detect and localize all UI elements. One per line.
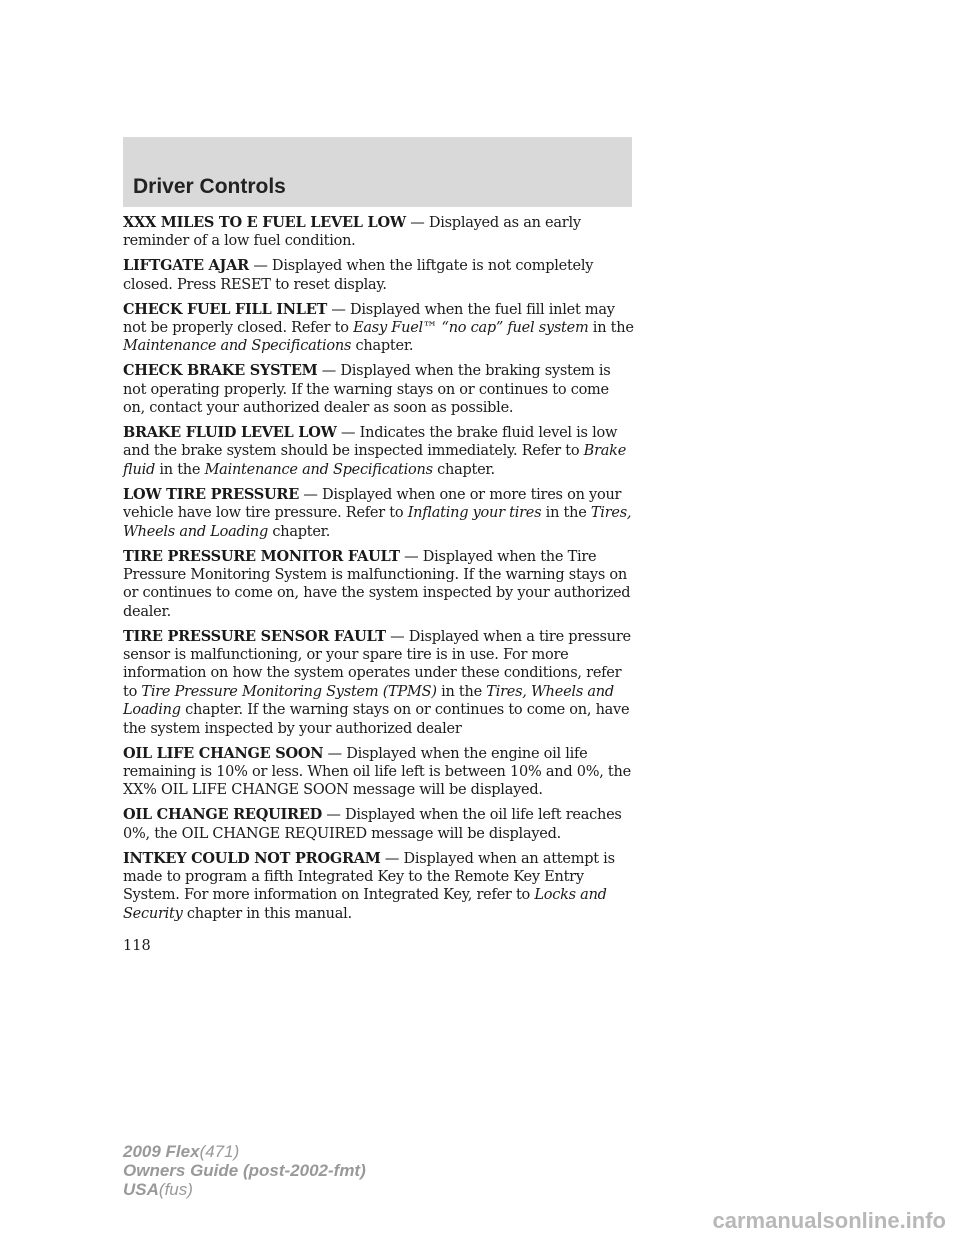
message-description: — Displayed when the engine oil life remaining is 10% or less. When oil life left is between 10% and 0%, the XX% OIL LIFE CHANGE SOON message will be displayed. <box>123 745 631 799</box>
message-term: INTKEY COULD NOT PROGRAM <box>123 849 381 867</box>
message-term: LIFTGATE AJAR <box>123 257 249 275</box>
message-entry-liftgate-ajar <box>123 257 635 294</box>
message-entry-check-brake-system <box>123 362 635 417</box>
footer-guide-name: Owners Guide (post-2002-fmt) <box>123 1161 366 1180</box>
message-term: OIL LIFE CHANGE SOON <box>123 744 324 762</box>
page-number: 118 <box>123 938 151 954</box>
message-entry-brake-fluid-level-low <box>123 424 635 479</box>
message-description: — Displayed as an early reminder of a low fuel condition. <box>123 215 581 250</box>
message-description: — Displayed when the braking system is not operating properly. If the warning stays on or continues to come on, contact your authorized dealer as soon as possible. <box>123 363 611 417</box>
message-description: — Displayed when an attempt is made to program a fifth Integrated Key to the Remote Key Entry System. For more information on Integrated Key, refer to <box>123 850 615 904</box>
message-description: chapter in this manual. <box>182 905 352 922</box>
message-entry-tire-pressure-monitor-fault <box>123 548 635 622</box>
message-description: in the <box>155 461 205 478</box>
message-term: XXX MILES TO E FUEL LEVEL LOW <box>123 214 406 231</box>
message-description: — Displayed when the fuel fill inlet may not be properly closed. Refer to <box>123 301 615 337</box>
site-watermark: carmanualsonline.info <box>712 1208 946 1233</box>
message-description: chapter. <box>432 461 495 478</box>
message-description: chapter. <box>268 523 331 540</box>
cross-reference: Easy Fuel™ “no cap” fuel system <box>353 320 589 337</box>
cross-reference-chapter: Locks and Security <box>123 887 607 922</box>
message-description: — Displayed when the liftgate is not completely closed. Press RESET to reset display. <box>123 258 594 293</box>
message-term: LOW TIRE PRESSURE <box>123 485 300 503</box>
message-term: TIRE PRESSURE SENSOR FAULT <box>123 627 386 645</box>
footer-model-code: (471) <box>199 1142 240 1161</box>
message-list <box>123 214 635 930</box>
message-term: CHECK BRAKE SYSTEM <box>123 362 318 380</box>
message-entry-oil-life-change-soon <box>123 745 635 800</box>
message-term: CHECK FUEL FILL INLET <box>123 300 328 318</box>
cross-reference: Brake fluid <box>123 443 627 478</box>
message-entry-intkey-could-not-program <box>123 850 635 924</box>
footer-market-code: (fus) <box>158 1180 193 1199</box>
message-description: — Indicates the brake fluid level is low and the brake system should be inspected immediately. Refer to <box>123 425 618 460</box>
message-description: chapter. <box>351 338 414 355</box>
chapter-header-band <box>123 137 632 207</box>
message-entry-oil-change-required <box>123 806 635 843</box>
cross-reference: Tire Pressure Monitoring System (TPMS) <box>141 683 437 700</box>
message-term: BRAKE FLUID LEVEL LOW <box>123 424 337 442</box>
footer-market: USA <box>123 1180 159 1199</box>
cross-reference-chapter: Maintenance and Specifications <box>204 461 433 478</box>
cross-reference-chapter: Tires, Wheels and Loading <box>123 505 632 540</box>
message-entry-tire-pressure-sensor-fault <box>123 628 635 738</box>
footer-model-year: 2009 Flex <box>123 1142 200 1161</box>
cross-reference-chapter: Maintenance and Specifications <box>123 338 352 355</box>
chapter-title: Driver Controls <box>133 175 286 198</box>
message-term: OIL CHANGE REQUIRED <box>123 806 322 824</box>
cross-reference: Inflating your tires <box>407 505 542 522</box>
message-description: in the <box>436 683 487 700</box>
cross-reference-chapter: Tires, Wheels and Loading <box>123 683 614 719</box>
message-description: in the <box>588 320 634 337</box>
document-footer <box>123 1142 366 1199</box>
message-description: — Displayed when the Tire Pressure Monitoring System is malfunctioning. If the warning stays on or continues to come on, have the system inspected by your authorized dealer. <box>123 548 631 620</box>
message-description: in the <box>541 505 591 522</box>
message-description: — Displayed when a tire pressure sensor is malfunctioning, or your spare tire is in use. For more information on how the system operates under these conditions, refer to <box>123 628 631 700</box>
message-term: TIRE PRESSURE MONITOR FAULT <box>123 547 400 565</box>
message-entry-fuel-level-low <box>123 214 635 251</box>
footer-line-guide <box>123 1161 366 1180</box>
footer-line-market <box>123 1180 366 1199</box>
message-description: — Displayed when one or more tires on your vehicle have low tire pressure. Refer to <box>123 486 622 522</box>
message-entry-low-tire-pressure <box>123 486 635 541</box>
footer-line-model <box>123 1142 366 1161</box>
message-description: chapter. If the warning stays on or continues to come on, have the system inspected by your authorized dealer <box>123 702 630 737</box>
message-description: — Displayed when the oil life left reaches 0%, the OIL CHANGE REQUIRED message will be displayed. <box>123 807 622 842</box>
message-entry-check-fuel-fill-inlet <box>123 301 635 356</box>
